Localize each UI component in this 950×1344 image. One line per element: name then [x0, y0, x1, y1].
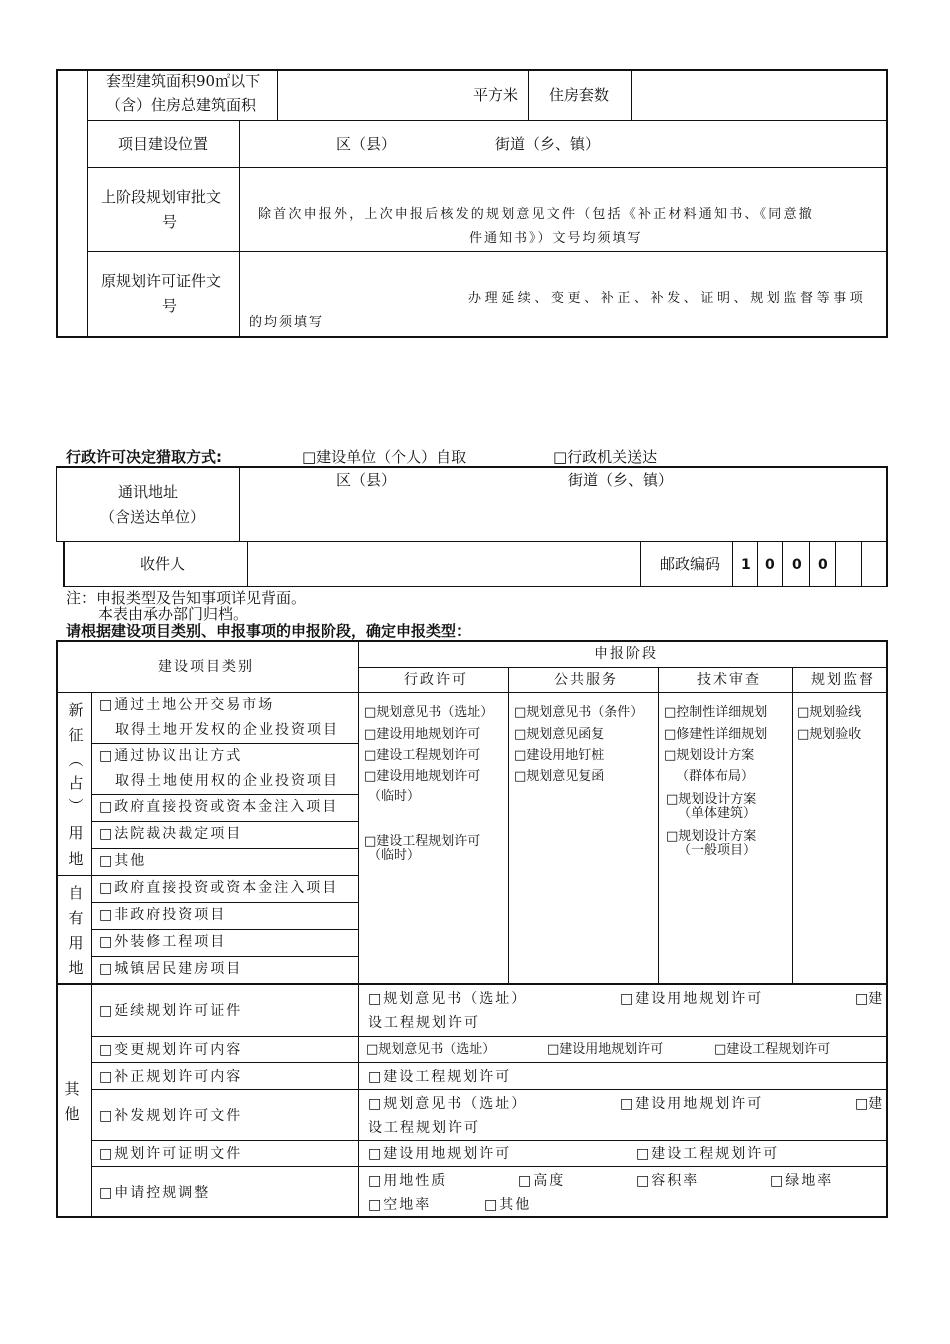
category-header: 建设项目类别: [158, 659, 254, 675]
sqm-unit: 平方米: [473, 86, 519, 104]
other-option[interactable]: □高度: [518, 1173, 566, 1189]
admin-option[interactable]: □建设用地规划许可: [364, 727, 481, 742]
admin-option[interactable]: □建设工程规划许可: [364, 748, 481, 763]
housing-count-field[interactable]: [634, 74, 884, 118]
prev-approval-label-line2: 号: [162, 213, 178, 231]
tech-option[interactable]: □控制性详细规划: [664, 705, 768, 720]
group-own-char: 地: [68, 959, 84, 977]
orig-permit-note-line1: 办理延续、变更、补正、补发、证明、规划监督等事项: [468, 291, 867, 306]
orig-permit-note-line2: 的均须填写: [249, 315, 325, 330]
other-option[interactable]: □用地性质: [368, 1173, 448, 1189]
category-item-cont: 取得土地开发权的企业投资项目: [115, 722, 339, 738]
stage-supervision: 规划监督: [811, 672, 875, 688]
public-option[interactable]: □规划意见函复: [514, 727, 605, 742]
group-new-char: 用: [68, 824, 84, 842]
pickup-option-self[interactable]: □建设单位（个人）自取: [302, 448, 467, 466]
other-option[interactable]: □规划意见书（选址）: [368, 1096, 528, 1112]
other-item[interactable]: □变更规划许可内容: [99, 1042, 243, 1058]
tech-option[interactable]: □规划设计方案: [664, 748, 755, 763]
other-option[interactable]: □建设工程规划许可: [636, 1146, 780, 1162]
other-option[interactable]: □容积率: [636, 1173, 700, 1189]
category-item-cont: 取得土地使用权的企业投资项目: [115, 773, 339, 789]
prev-approval-label-line1: 上阶段规划审批文: [101, 188, 222, 206]
address-label-line1: 通讯地址: [118, 483, 179, 501]
location-district[interactable]: 区（县）: [336, 135, 397, 153]
group-new-char: 占: [68, 774, 84, 792]
pickup-title: 行政许可决定猎取方式:: [66, 448, 222, 466]
group-other-char: 其: [64, 1080, 80, 1098]
tech-option-note: （群体布局）: [676, 769, 755, 784]
category-item[interactable]: □城镇居民建房项目: [99, 961, 243, 977]
other-option[interactable]: □规划意见书（选址）: [368, 991, 528, 1007]
category-item[interactable]: □政府直接投资或资本金注入项目: [99, 799, 339, 815]
other-option-cont: 设工程规划许可: [368, 1120, 480, 1136]
prev-approval-note-line2: 件通知书》）文号均须填写: [469, 231, 643, 246]
other-option[interactable]: □建设用地规划许可: [368, 1146, 512, 1162]
other-item[interactable]: □规划许可证明文件: [99, 1146, 243, 1162]
prev-approval-note-line1: 除首次申报外，上次申报后核发的规划意见文件（包括《补正材料通知书、《同意撤: [258, 207, 814, 222]
group-own-char: 有: [68, 909, 84, 927]
admin-option[interactable]: □规划意见书（选址）: [364, 705, 494, 720]
public-option[interactable]: □规划意见复函: [514, 769, 605, 784]
tech-option[interactable]: □修建性详细规划: [664, 727, 768, 742]
location-label: 项目建设位置: [118, 135, 209, 153]
admin-option[interactable]: □建设用地规划许可: [364, 769, 481, 784]
other-option[interactable]: □建设用地规划许可: [620, 991, 764, 1007]
postcode-digit[interactable]: 0: [765, 557, 775, 573]
address-street[interactable]: 街道（乡、镇）: [568, 471, 674, 489]
category-item[interactable]: □法院裁决裁定项目: [99, 826, 243, 842]
public-option[interactable]: □建设用地钉桩: [514, 748, 605, 763]
other-option[interactable]: □建设用地规划许可: [547, 1042, 664, 1057]
address-district[interactable]: 区（县）: [336, 471, 397, 489]
public-option[interactable]: □规划意见书（条件）: [514, 705, 644, 720]
other-item[interactable]: □补发规划许可文件: [99, 1108, 243, 1124]
other-option[interactable]: □规划意见书（选址）: [366, 1042, 496, 1057]
other-item[interactable]: □延续规划许可证件: [99, 1003, 243, 1019]
other-option[interactable]: □其他: [484, 1197, 532, 1213]
stage-header: 申报阶段: [594, 646, 658, 662]
postcode-label: 邮政编码: [660, 555, 721, 573]
postcode-digit[interactable]: 0: [818, 557, 828, 573]
orig-permit-label-line2: 号: [162, 297, 178, 315]
other-option[interactable]: □建设工程规划许可: [368, 1069, 512, 1085]
group-new-char: ︵: [68, 751, 84, 769]
group-new-char: 地: [68, 850, 84, 868]
stage-tech-review: 技术审查: [697, 672, 761, 688]
category-item[interactable]: □通过协议出让方式: [99, 748, 243, 764]
housing-count-label: 住房套数: [549, 86, 610, 104]
address-label-line2: （含送达单位）: [100, 508, 206, 526]
main-table-heading: 请根据建设项目类别、申报事项的申报阶段，确定申报类型：: [66, 622, 472, 640]
group-other-char: 他: [64, 1105, 80, 1123]
group-own-char: 自: [68, 884, 84, 902]
area-label-line2: （含）住房总建筑面积: [106, 96, 257, 114]
pickup-option-delivery[interactable]: □行政机关送达: [553, 448, 658, 466]
other-option[interactable]: □建设工程规划许可: [714, 1042, 831, 1057]
admin-option-note: （临时）: [368, 848, 421, 863]
other-option[interactable]: □绿地率: [770, 1173, 834, 1189]
recipient-label: 收件人: [140, 555, 186, 573]
supervision-option[interactable]: □规划验线: [797, 705, 862, 720]
category-item[interactable]: □非政府投资项目: [99, 907, 227, 923]
supervision-option[interactable]: □规划验收: [797, 727, 862, 742]
tech-option[interactable]: □规划设计方案: [666, 829, 757, 844]
tech-option-note: （单体建筑）: [678, 806, 757, 821]
stage-admin-permit: 行政许可: [404, 672, 468, 688]
other-option[interactable]: □建设用地规划许可: [620, 1096, 764, 1112]
recipient-field[interactable]: [250, 545, 636, 583]
area-label-line1: 套型建筑面积90㎡以下: [106, 72, 261, 90]
tech-option-note: （一般项目）: [678, 843, 757, 858]
orig-permit-label-line1: 原规划许可证件文: [101, 272, 222, 290]
group-own-char: 用: [68, 934, 84, 952]
location-street[interactable]: 街道（乡、镇）: [495, 135, 601, 153]
category-item[interactable]: □其他: [99, 853, 147, 869]
admin-option-note: （临时）: [368, 789, 421, 804]
other-option-cont: 设工程规划许可: [368, 1015, 480, 1031]
group-new-char: 征: [68, 726, 84, 744]
other-option[interactable]: □空地率: [368, 1197, 432, 1213]
group-new-char: 新: [68, 701, 84, 719]
other-option[interactable]: □建: [855, 991, 883, 1007]
category-item[interactable]: □通过土地公开交易市场: [99, 697, 275, 713]
group-new-char: ︶: [68, 797, 84, 815]
category-item[interactable]: □外装修工程项目: [99, 934, 227, 950]
other-option[interactable]: □建: [855, 1096, 883, 1112]
postcode-digit[interactable]: 1: [741, 557, 751, 573]
admin-option[interactable]: □建设工程规划许可: [364, 834, 481, 849]
tech-option[interactable]: □规划设计方案: [666, 792, 757, 807]
other-item[interactable]: □补正规划许可内容: [99, 1069, 243, 1085]
postcode-digit[interactable]: 0: [792, 557, 802, 573]
note-line2: 本表由承办部门归档。: [98, 605, 249, 623]
category-item[interactable]: □政府直接投资或资本金注入项目: [99, 880, 339, 896]
other-item[interactable]: □申请控规调整: [99, 1185, 211, 1201]
stage-public-service: 公共服务: [554, 672, 618, 688]
note-line1: 注：申报类型及告知事项详见背面。: [66, 589, 307, 607]
